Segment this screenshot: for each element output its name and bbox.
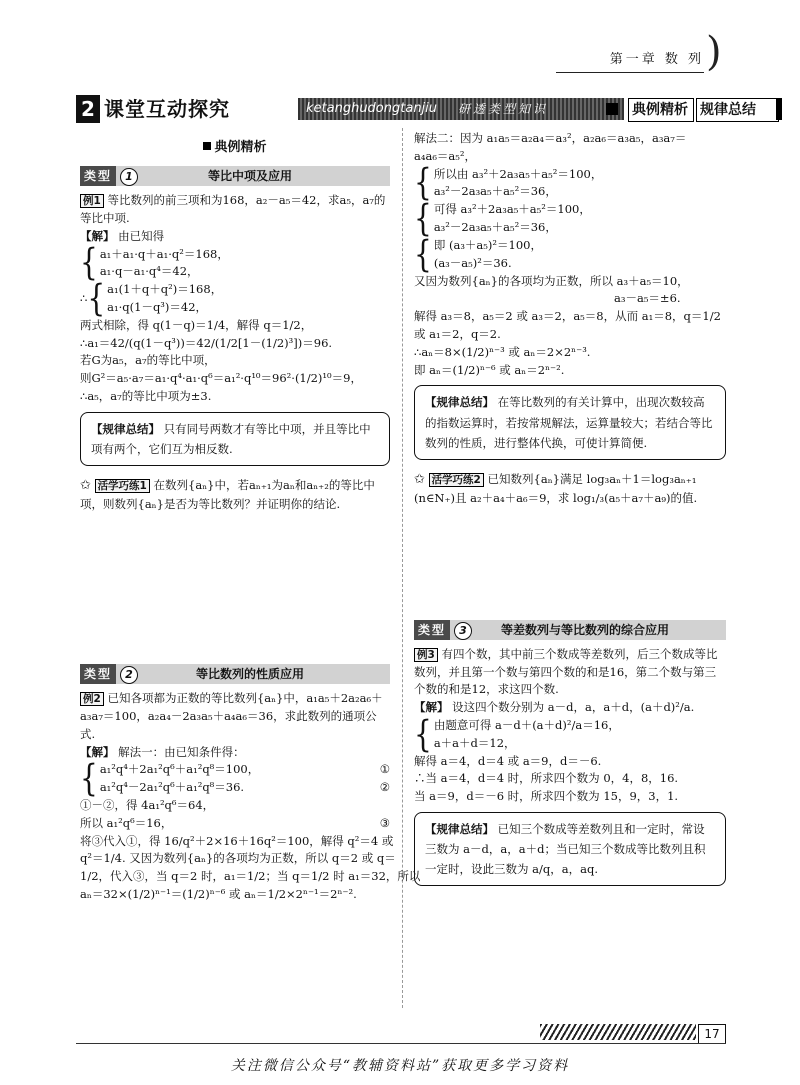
banner-end-bar	[776, 98, 782, 120]
example-tag: 例1	[80, 194, 104, 208]
chapter-header: 第一章 数 列	[609, 52, 704, 67]
equation-number: ①	[379, 762, 390, 777]
practice-text: 在数列{aₙ}中，若aₙ₊₁为aₙ和aₙ₊₂的等比中项，则数列{aₙ}是否为等比数列？并证明你的结论.	[80, 478, 375, 512]
solution-label: 【解】	[80, 228, 115, 243]
practice-1	[80, 476, 390, 514]
therefore-symbol: ∴	[80, 291, 88, 306]
equation-number: ②	[379, 780, 390, 795]
blank-space	[80, 514, 390, 664]
equation-system	[80, 757, 390, 800]
banner-number: 2	[76, 95, 100, 123]
example-tag: 例2	[80, 692, 104, 706]
equation-line: 所以由 a₃²＋2a₃a₅＋a₅²＝100，	[433, 166, 603, 181]
brace-icon: {	[80, 241, 98, 285]
equation-system	[414, 712, 726, 756]
equation-line: a₄a₆＝a₅²，	[414, 148, 477, 163]
equation-line: 又因为数列{aₙ}的各项均为正数，所以 a₃＋a₅＝10，	[414, 273, 689, 288]
right-column	[414, 130, 726, 896]
type-name: 等差数列与等比数列的综合应用	[500, 622, 669, 637]
type-number: 1	[120, 168, 138, 186]
example-tag: 例3	[414, 648, 438, 662]
equation-system	[414, 196, 726, 240]
example-text: 已知各项都为正数的等比数列{aₙ}中，a₁a₅＋2a₂a₆＋a₃a₇＝100，a₂a₄－2a₃a₅＋a₄a₆＝36，求此数列的通项公式.	[80, 691, 383, 741]
equation-line: a₁＋a₁·q＋a₁·q²＝168，	[99, 246, 229, 261]
equation-line: a₁²q⁴－2a₁²q⁶＋a₁²q⁸＝36. ②	[100, 779, 390, 797]
rule-summary-box	[414, 812, 726, 886]
page-number: 17	[698, 1024, 726, 1044]
equation-line: (a₃－a₅)²＝36.	[433, 255, 512, 270]
equation-line: 若G为a₅，a₇的等比中项，	[80, 353, 216, 368]
equation-line: ∴a₁＝42/(q(1－q³))＝42/(1/2[1－(1/2)³])＝96.	[80, 335, 333, 350]
brace-icon: {	[414, 712, 432, 756]
solution-label: 【解】	[414, 700, 449, 715]
equation-line: a₁·q(1－q³)＝42，	[107, 300, 208, 315]
equation-system	[414, 232, 726, 276]
example-text: 有四个数，其中前三个数成等差数列，后三个数成等比数列，并且第一个数与第四个数的和是16，第二个数与第三个数的和是12，求这四个数.	[414, 646, 718, 697]
brace-icon: {	[414, 232, 432, 276]
equation-line: 1/2，代入③，当 q＝2 时，a₁＝1/2；当 q＝1/2 时 a₁＝32，所以	[80, 869, 421, 884]
equation-line: 则G²＝a₅·a₇＝a₁·q⁴·a₁·q⁶＝a₁²·q¹⁰＝96²·(1/2)¹⁰＝9，	[80, 371, 362, 386]
banner-square-icon	[606, 103, 618, 115]
rule-label: 【规律总结】	[425, 395, 494, 410]
type-label: 类型	[80, 166, 116, 186]
equation-line: 解得 a＝4，d＝4 或 a＝9，d＝－6.	[414, 753, 602, 768]
equation-line: 即 aₙ＝(1/2)ⁿ⁻⁶ 或 aₙ＝2ⁿ⁻².	[414, 362, 565, 377]
brace-icon: {	[80, 757, 98, 800]
practice-text: 已知数列{aₙ}满足 log₃aₙ＋1＝log₃aₙ₊₁ (n∈N₊)且 a₂＋a₄＋a₆＝9，求 log₁/₃(a₅＋a₇＋a₉)的值.	[414, 471, 698, 505]
equation-system	[80, 241, 390, 285]
banner-tab-examples: 典例精析	[628, 98, 694, 122]
equation-line: 将③代入①，得 16/q²＋2×16＋16q²＝100，解得 q²＝4 或	[80, 833, 394, 848]
left-column	[80, 138, 421, 904]
equation-line: a₁(1＋q＋q²)＝168，	[107, 282, 223, 297]
blank-space	[414, 508, 726, 620]
type-1-bar	[80, 166, 390, 186]
equation-line: 所以 a₁²q⁶＝16， ③	[80, 815, 390, 833]
equation-line: a＋a＋d＝12，	[433, 735, 516, 750]
section-square-icon	[203, 142, 211, 150]
solution-intro: 设这四个数分别为 a－d，a，a＋d，(a＋d)²/a.	[452, 700, 695, 715]
section-title: 典例精析	[80, 138, 390, 158]
solution-label: 【解】	[80, 744, 115, 759]
rule-summary-box	[80, 412, 390, 466]
example-1	[80, 192, 390, 228]
solution-intro: 解法一：由已知条件得：	[118, 744, 245, 759]
solution-method-2	[414, 130, 726, 379]
type-number: 2	[120, 666, 138, 684]
equation-line: ∴a₅，a₇的等比中项为±3.	[80, 389, 212, 404]
practice-2	[414, 470, 726, 508]
brace-icon: {	[414, 161, 432, 205]
type-label: 类型	[414, 620, 450, 640]
equation-system	[80, 276, 390, 320]
footer-note: 关注微信公众号“教辅资料站”获取更多学习资料	[230, 1058, 570, 1074]
section-banner	[76, 95, 756, 123]
star-icon: ✩	[80, 478, 91, 494]
banner-tab-summary: 规律总结	[696, 98, 779, 122]
rule-text: 在等比数列的有关计算中，出现次数较高的指数运算时，若按常规解法，运算量较大；若结合等比数列的性质，进行整体代换，可使计算简便.	[425, 395, 713, 450]
example-text: 等比数列的前三项和为168，a₂－a₅＝42，求a₅，a₇的等比中项.	[80, 193, 386, 225]
equation-line: ∴aₙ＝8×(1/2)ⁿ⁻³ 或 aₙ＝2×2ⁿ⁻³.	[414, 344, 591, 359]
equation-line: 由题意可得 a－d＋(a＋d)²/a＝16，	[433, 717, 620, 732]
solution-2	[80, 744, 390, 762]
type-name: 等比数列的性质应用	[195, 667, 304, 682]
equation-line: a₃²－2a₃a₅＋a₅²＝36，	[433, 184, 557, 199]
solution-1	[80, 228, 390, 246]
equation-line: 解得 a₃＝8，a₅＝2 或 a₃＝2，a₅＝8，从而 a₁＝8，q＝1/2 或 a₁＝2，q＝2.	[414, 309, 721, 341]
rule-text: 已知三个数成等差数列且和一定时，常设三数为 a－d，a，a＋d；当已知三个数成等比数列且积一定时，设此三数为 a/q，a，aq.	[425, 822, 706, 877]
type-2-bar	[80, 664, 390, 684]
equation-line: q²＝1/4. 又因为数列{aₙ}的各项均为正数，所以 q＝2 或 q＝	[80, 851, 396, 866]
chapter-bracket: )	[706, 29, 722, 75]
practice-tag: 活学巧练1	[95, 479, 150, 493]
equation-number: ③	[379, 815, 390, 830]
equation-line: 可得 a₃²＋2a₃a₅＋a₅²＝100，	[433, 202, 591, 217]
rule-text: 只有同号两数才有等比中项，并且等比中项有两个，它们互为相反数.	[91, 421, 371, 457]
type-label: 类型	[80, 664, 116, 684]
banner-title: 课堂互动探究	[104, 97, 230, 121]
equation-system	[414, 161, 726, 205]
equation-line: a₁·q－a₁·q⁴＝42，	[99, 264, 199, 279]
equation-line: ∴当 a＝4，d＝4 时，所求四个数为 0，4，8，16.	[414, 771, 679, 786]
footer-rule	[76, 1043, 726, 1044]
star-icon: ✩	[414, 471, 425, 487]
chapter-rule	[556, 72, 704, 73]
banner-slogan: 研透类型知识	[458, 102, 549, 116]
equation-line: 当 a＝9，d＝－6 时，所求四个数为 15，9，3，1.	[414, 789, 679, 804]
equation-line: 即 (a₃＋a₅)²＝100，	[433, 237, 542, 252]
brace-icon: {	[87, 276, 106, 320]
equation-line: 两式相除，得 q(1－q)＝1/4，解得 q＝1/2，	[80, 317, 313, 332]
type-name: 等比中项及应用	[207, 169, 292, 184]
rule-label: 【规律总结】	[425, 822, 494, 837]
example-3	[414, 646, 726, 699]
practice-tag: 活学巧练2	[429, 473, 484, 487]
rule-summary-box	[414, 385, 726, 459]
equation-line: a₃－a₅＝±6.	[614, 291, 681, 306]
type-3-bar	[414, 620, 726, 640]
example-2	[80, 690, 390, 743]
equation-line: aₙ＝32×(1/2)ⁿ⁻¹＝(1/2)ⁿ⁻⁶ 或 aₙ＝1/2×2ⁿ⁻¹＝2ⁿ⁻².	[80, 887, 357, 902]
equation-line: a₃²－2a₃a₅＋a₅²＝36，	[433, 220, 557, 235]
rule-label: 【规律总结】	[91, 421, 160, 436]
brace-icon: {	[414, 196, 432, 240]
equation-line: 解法二：因为 a₁a₅＝a₂a₄＝a₃²，a₂a₆＝a₃a₅，a₃a₇＝	[414, 131, 687, 145]
banner-pinyin: ketanghudongtanjiu	[306, 101, 438, 116]
solution-3	[414, 699, 726, 717]
solution-intro: 由已知得	[118, 228, 165, 243]
equation-line: ①－②，得 4a₁²q⁶＝64，	[80, 797, 215, 812]
equation-line: a₁²q⁴＋2a₁²q⁶＋a₁²q⁸＝100， ①	[100, 761, 390, 779]
type-number: 3	[454, 622, 472, 640]
footer-stripes	[540, 1024, 696, 1040]
